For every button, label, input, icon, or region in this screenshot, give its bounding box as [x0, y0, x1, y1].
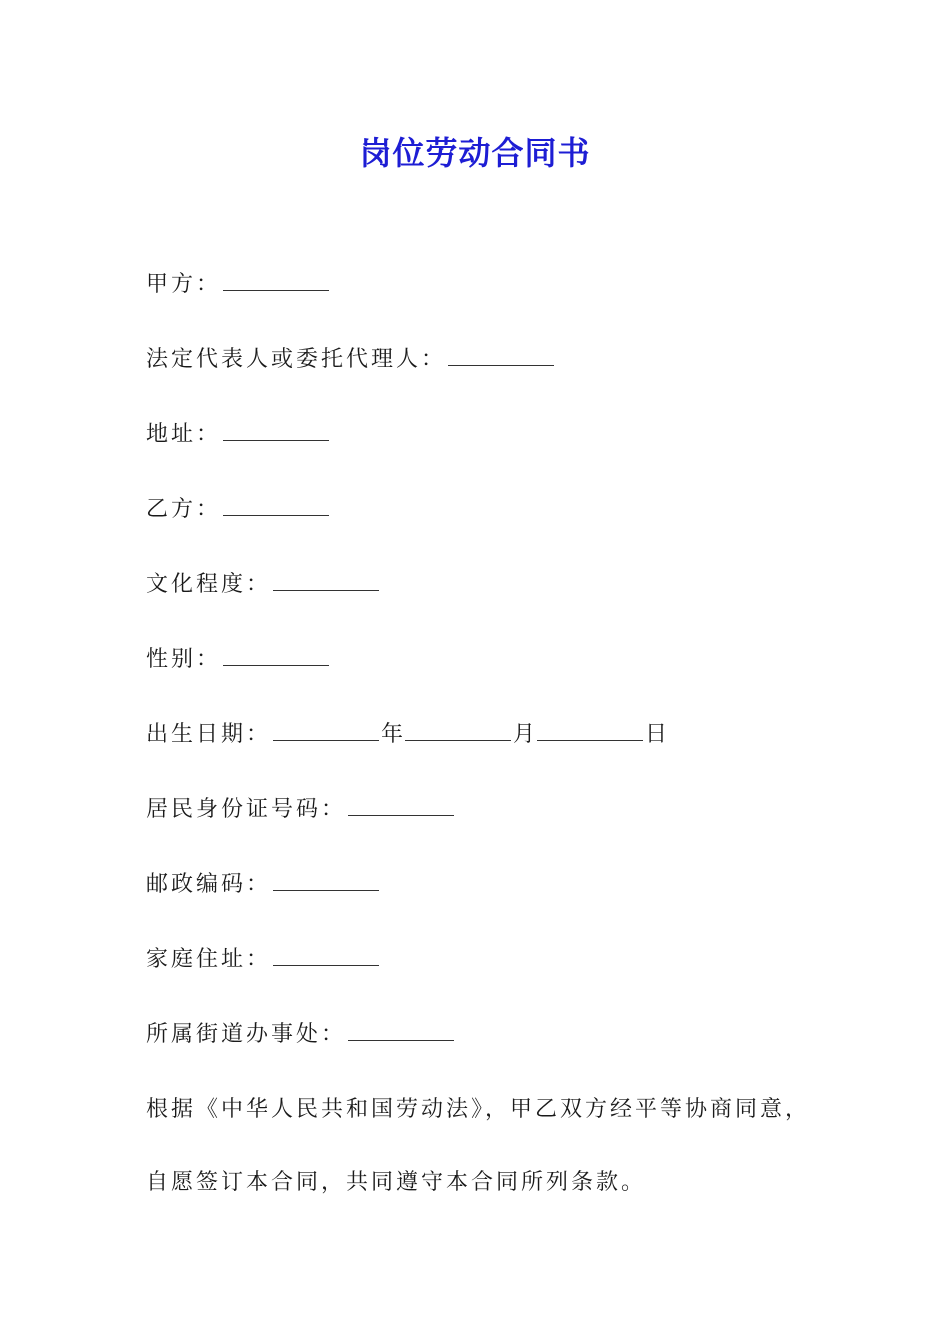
field-label: 家庭住址：	[146, 947, 272, 972]
field-address	[146, 420, 331, 450]
field-id-number	[146, 795, 456, 825]
fill-blank[interactable]	[273, 872, 379, 891]
fill-blank[interactable]	[223, 497, 329, 516]
fill-blank-year[interactable]	[273, 722, 379, 741]
field-label: 法定代表人或委托代理人：	[146, 347, 447, 372]
fill-blank[interactable]	[273, 947, 379, 966]
fill-blank[interactable]	[223, 422, 329, 441]
unit-month: 月	[513, 722, 536, 747]
paragraph-line-1: 根据《中华人民共和国劳动法》，甲乙双方经平等协商同意，	[146, 1097, 811, 1122]
field-postal-code	[146, 870, 381, 900]
field-label: 文化程度：	[146, 572, 272, 597]
field-party-a	[146, 270, 331, 300]
field-label: 地址：	[146, 422, 222, 447]
unit-year: 年	[381, 722, 404, 747]
field-label: 乙方：	[146, 497, 222, 522]
field-label: 出生日期：	[146, 722, 272, 747]
field-label: 性别：	[146, 647, 222, 672]
document-title: 岗位劳动合同书	[359, 134, 591, 172]
field-legal-representative	[146, 345, 556, 375]
fill-blank[interactable]	[348, 1022, 454, 1041]
field-street-office	[146, 1020, 456, 1050]
field-gender	[146, 645, 331, 675]
fill-blank[interactable]	[273, 572, 379, 591]
fill-blank[interactable]	[223, 272, 329, 291]
fill-blank[interactable]	[223, 647, 329, 666]
field-birth-date	[146, 720, 667, 750]
field-home-address	[146, 945, 381, 975]
field-education	[146, 570, 381, 600]
fill-blank[interactable]	[448, 347, 554, 366]
fill-blank-month[interactable]	[405, 722, 511, 741]
field-label: 邮政编码：	[146, 872, 272, 897]
fill-blank-day[interactable]	[537, 722, 643, 741]
field-label: 所属街道办事处：	[146, 1022, 347, 1047]
unit-day: 日	[645, 722, 668, 747]
field-label: 甲方：	[146, 272, 222, 297]
paragraph-line-2: 自愿签订本合同，共同遵守本合同所列条款。	[146, 1170, 647, 1195]
field-label: 居民身份证号码：	[146, 797, 347, 822]
fill-blank[interactable]	[348, 797, 454, 816]
field-party-b	[146, 495, 331, 525]
